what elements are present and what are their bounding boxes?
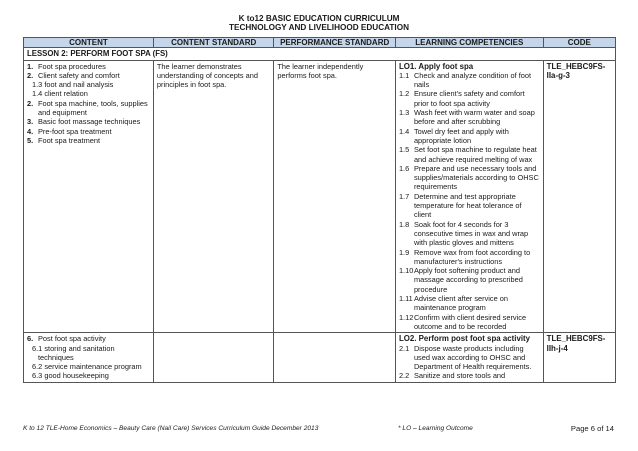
content-cell	[24, 333, 154, 382]
footer-note: * LO – Learning Outcome	[398, 425, 473, 432]
performance-standard-cell	[274, 333, 396, 382]
competency-item	[399, 164, 540, 192]
table-row	[24, 333, 616, 382]
competency-number: 1.11	[398, 294, 413, 304]
competency-number: 1.7	[398, 191, 410, 201]
lesson-title: LESSON 2: PERFORM FOOT SPA (FS)	[24, 48, 616, 60]
learning-outcome-title: LO2. Perform post foot spa activity	[398, 334, 531, 344]
competency-text: Towel dry feet and apply with appropriate lotion	[413, 126, 509, 145]
column-header-content: CONTENT	[24, 38, 154, 48]
competency-text: Sanitize and store tools and	[413, 371, 506, 381]
list-item	[27, 127, 150, 136]
content-standard-cell: The learner demonstrates understanding of concepts and principles in foot spa.	[153, 60, 273, 333]
content-list	[27, 62, 150, 146]
list-item-text: Post foot spa activity	[38, 334, 106, 344]
competency-item	[399, 294, 540, 313]
column-header-code: CODE	[543, 38, 615, 48]
competency-item	[399, 313, 540, 332]
footer-guide-title: K to 12 TLE-Home Economics – Beauty Care (Nail Care) Services Curriculum Guide December 2013	[23, 425, 319, 432]
competency-text: Wash feet with warm water and soap before and after scrubbing	[413, 108, 535, 127]
competency-item	[399, 220, 540, 248]
list-item-text: Foot spa procedures	[38, 61, 106, 71]
competency-list	[399, 344, 540, 381]
list-item	[27, 99, 150, 118]
list-item: 6.3 good housekeeping	[32, 371, 109, 381]
column-header-content-standard: CONTENT STANDARD	[153, 38, 273, 48]
list-item-text: Pre-foot spa treatment	[38, 126, 112, 136]
competency-text: Prepare and use necessary tools and supplies/materials according to OHSC requirements	[413, 163, 539, 192]
list-item-number: 6.	[27, 334, 34, 344]
competency-number: 1.8	[398, 219, 410, 229]
list-item-number: 4.	[27, 126, 34, 136]
competency-number: 1.9	[398, 247, 410, 257]
competency-text: Advise client after service on maintenance program	[413, 294, 509, 313]
list-item-text: Client safety and comfort	[38, 70, 120, 80]
competency-item	[399, 71, 540, 90]
competency-text: Confirm with client desired service outcome and to be recorded	[413, 312, 527, 331]
performance-standard-cell: The learner independently performs foot spa.	[274, 60, 396, 333]
lesson-row	[24, 48, 616, 60]
page-number: Page 6 of 14	[570, 424, 614, 433]
list-item-text: Basic foot massage techniques	[38, 117, 141, 127]
list-item-number: 5.	[27, 135, 34, 145]
competencies-cell	[395, 333, 543, 382]
column-header-learning-competencies: LEARNING COMPETENCIES	[395, 38, 543, 48]
learning-outcome-title: LO1. Apply foot spa	[398, 61, 474, 71]
competency-number: 2.1	[398, 343, 410, 353]
list-item: 6.1 storing and sanitation techniques	[32, 343, 115, 362]
list-item-number: 1.	[27, 61, 34, 71]
competency-item	[399, 89, 540, 108]
competency-number: 1.10	[398, 266, 414, 276]
document-subtitle: TECHNOLOGY AND LIVELIHOOD EDUCATION	[229, 23, 409, 32]
document-title: K to12 BASIC EDUCATION CURRICULUM	[238, 14, 400, 23]
competency-item	[399, 266, 540, 294]
competency-item	[399, 192, 540, 220]
competency-text: Soak foot for 4 seconds for 3 consecutive times in wax and wrap with plastic gloves and mittens	[413, 219, 529, 248]
content-list	[27, 334, 150, 380]
column-header-performance-standard: PERFORMANCE STANDARD	[274, 38, 396, 48]
competency-item	[399, 127, 540, 146]
list-item	[27, 117, 150, 126]
competency-text: Ensure client's safety and comfort prior to foot spa activity	[413, 89, 525, 108]
competency-item	[399, 145, 540, 164]
competency-number: 1.4	[398, 126, 410, 136]
table-row	[24, 60, 616, 333]
competency-text: Check and analyze condition of foot nails	[413, 70, 532, 90]
table-header-row	[24, 38, 616, 48]
list-item	[27, 334, 150, 343]
competency-number: 1.3	[398, 108, 410, 118]
list-item	[27, 62, 150, 71]
competency-list	[399, 71, 540, 331]
competency-text: Set foot spa machine to regulate heat and achieve required melting of wax	[413, 145, 537, 164]
list-item-number: 3.	[27, 117, 34, 127]
competency-number: 1.2	[398, 89, 410, 99]
competencies-cell	[395, 60, 543, 333]
list-item	[27, 71, 150, 80]
competency-item	[399, 108, 540, 127]
list-item: 6.2 service maintenance program	[32, 362, 142, 372]
competency-item	[399, 248, 540, 267]
list-item-number: 2.	[27, 70, 34, 80]
list-item-number: 2.	[27, 98, 34, 108]
content-cell	[24, 60, 154, 333]
list-item: 1.3 foot and nail analysis	[32, 80, 114, 90]
competency-text: Determine and test appropriate temperature for heat tolerance of client	[413, 191, 522, 220]
competency-number: 1.12	[398, 312, 414, 322]
competency-text: Apply foot softening product and massage according to prescribed procedure	[413, 266, 523, 294]
list-item-text: Foot spa machine, tools, supplies and equipment	[38, 98, 148, 118]
code-cell: TLE_HEBC9FS-IIa-g-3	[543, 60, 615, 333]
competency-number: 1.1	[398, 70, 410, 80]
curriculum-table	[23, 37, 616, 383]
content-standard-cell	[153, 333, 273, 382]
competency-text: Remove wax from foot according to manufacturer's instructions	[413, 247, 531, 266]
competency-item	[399, 371, 540, 380]
list-item: 1.4 client relation	[32, 89, 88, 99]
list-item	[27, 136, 150, 145]
competency-item	[399, 344, 540, 372]
competency-number: 2.2	[398, 371, 410, 381]
list-item-text: Foot spa treatment	[38, 135, 101, 145]
competency-number: 1.6	[398, 163, 410, 173]
code-cell: TLE_HEBC9FS-IIh-j-4	[543, 333, 615, 382]
competency-number: 1.5	[398, 145, 410, 155]
competency-text: Dispose waste products including used wax according to OHSC and Department of Health requirements.	[413, 343, 532, 372]
